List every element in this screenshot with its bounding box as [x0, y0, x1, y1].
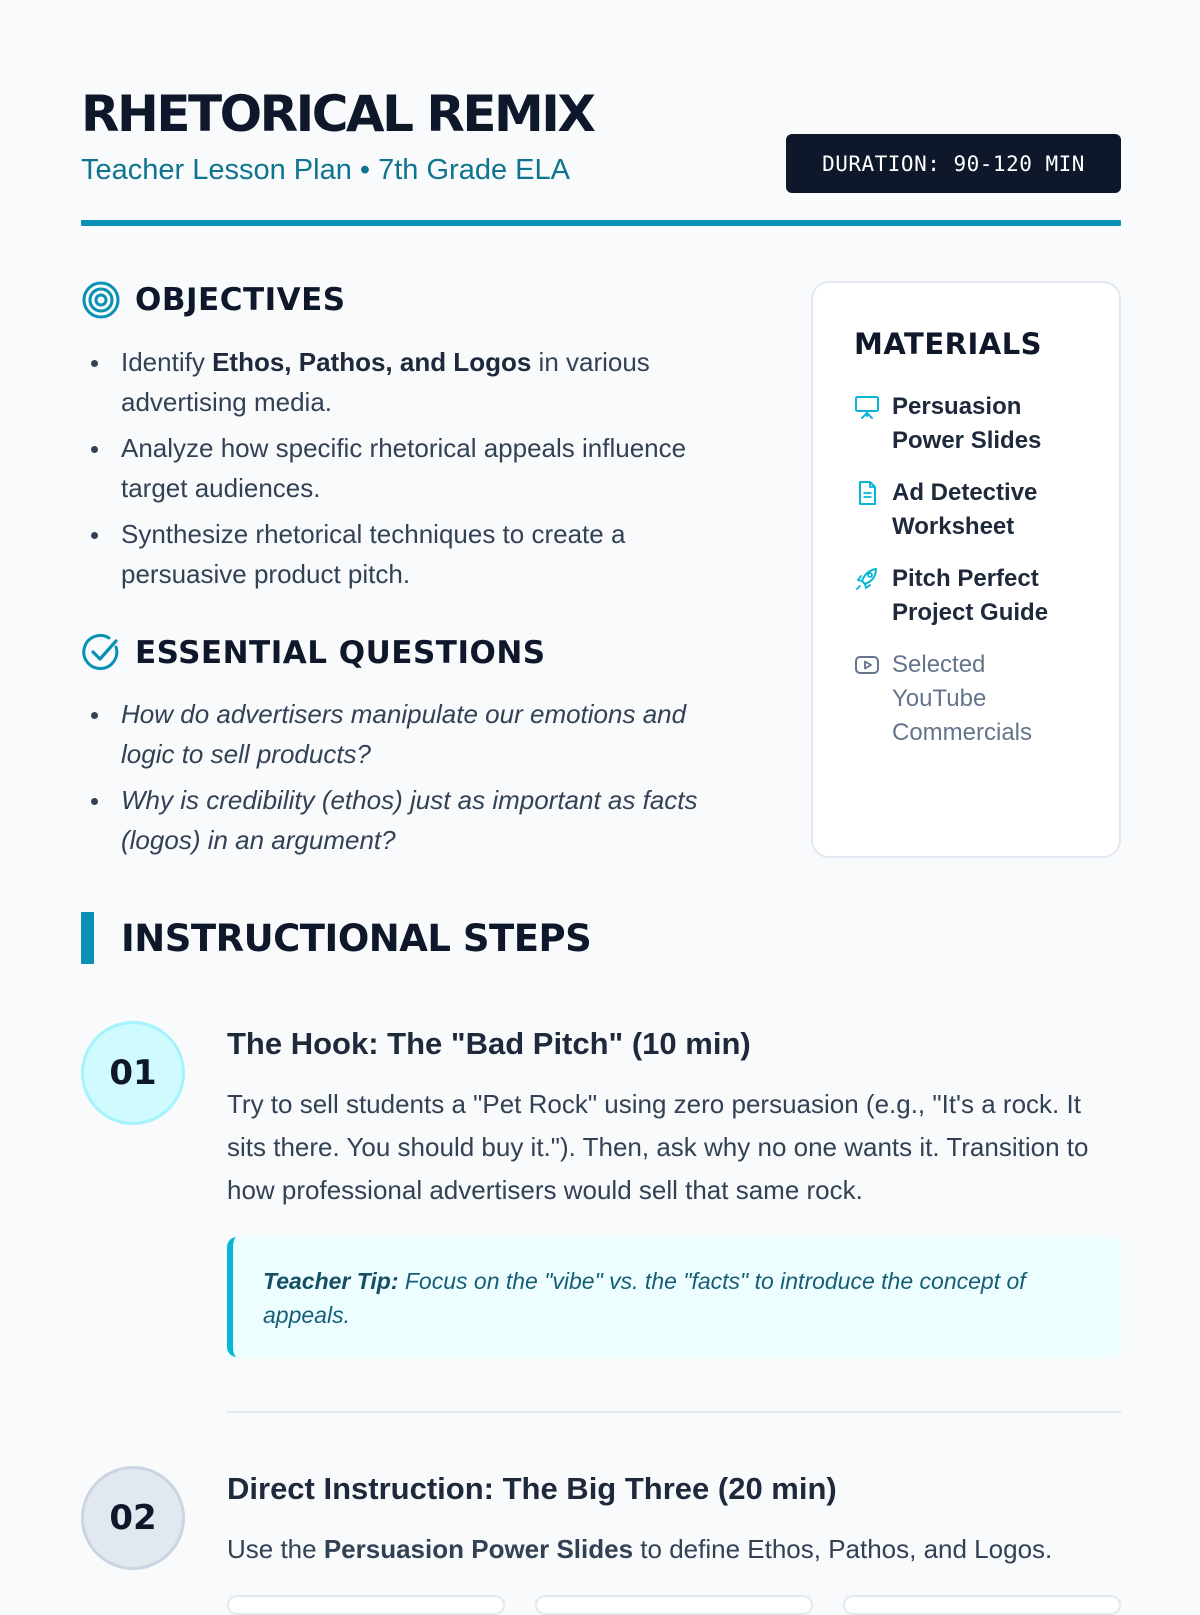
page-title: RHETORICAL REMIX: [81, 85, 594, 143]
objectives-title: OBJECTIVES: [135, 282, 346, 318]
essential-questions-title: ESSENTIAL QUESTIONS: [135, 635, 546, 671]
lesson-plan-page: [81, 0, 1121, 1600]
step-title: Direct Instruction: The Big Three (20 min): [227, 1471, 837, 1506]
heading-accent-bar: [81, 912, 94, 964]
rocket-icon: [854, 566, 880, 592]
list-item: Analyze how specific rhetorical appeals influence target audiences.: [81, 428, 741, 508]
video-icon: [854, 652, 880, 678]
objectives-heading: [81, 280, 346, 320]
material-item-worksheet: Ad Detective Worksheet: [854, 476, 1084, 544]
appeal-card: [535, 1595, 813, 1615]
teacher-tip-text: Focus on the "vibe" vs. the "facts" to introduce the concept of appeals.: [263, 1268, 1026, 1328]
slides-reference: Persuasion Power Slides: [323, 1534, 634, 1564]
appeal-card: [843, 1595, 1121, 1615]
essential-questions-list: [81, 694, 741, 866]
step-number-badge: 02: [81, 1466, 185, 1570]
appeal-card: [227, 1595, 505, 1615]
presentation-icon: [854, 394, 880, 420]
list-item: How do advertisers manipulate our emotions and logic to sell products?: [81, 694, 741, 774]
appeals-term: Ethos, Pathos, and Logos: [212, 347, 532, 377]
check-circle-icon: [81, 633, 121, 673]
material-item-project-guide: Pitch Perfect Project Guide: [854, 562, 1084, 630]
instructional-steps-title: INSTRUCTIONAL STEPS: [121, 916, 592, 960]
duration-badge: DURATION: 90-120 MIN: [786, 134, 1121, 193]
target-icon: [81, 280, 121, 320]
header-divider: [81, 220, 1121, 226]
step-description: Use the Persuasion Power Slides to define Ethos, Pathos, and Logos.: [227, 1534, 1053, 1564]
material-item-commercials: Selected YouTube Commercials: [854, 648, 1084, 750]
step-title: The Hook: The "Bad Pitch" (10 min): [227, 1026, 751, 1061]
objectives-list: [81, 342, 741, 600]
instructional-steps-heading: [81, 912, 591, 964]
teacher-tip-callout: [227, 1237, 1121, 1357]
material-item-slides: Persuasion Power Slides: [854, 390, 1084, 458]
step-divider: [227, 1411, 1121, 1413]
list-item: Why is credibility (ethos) just as important as facts (logos) in an argument?: [81, 780, 741, 860]
essential-questions-heading: [81, 633, 546, 673]
step-description: Try to sell students a "Pet Rock" using zero persuasion (e.g., "It's a rock. It sits there. You should buy it."). Then, ask why no one wants it. Transition to how professional advertisers would sell that same rock.: [227, 1089, 1089, 1205]
materials-title: MATERIALS: [854, 327, 1043, 361]
list-item: Synthesize rhetorical techniques to create a persuasive product pitch.: [81, 514, 741, 594]
teacher-tip-label: Teacher Tip:: [263, 1268, 399, 1294]
materials-card: [811, 281, 1121, 858]
page-subtitle: Teacher Lesson Plan • 7th Grade ELA: [81, 154, 570, 186]
list-item: Identify Ethos, Pathos, and Logos in various advertising media.: [81, 342, 741, 422]
step-number-badge: 01: [81, 1021, 185, 1125]
document-icon: [854, 480, 880, 506]
